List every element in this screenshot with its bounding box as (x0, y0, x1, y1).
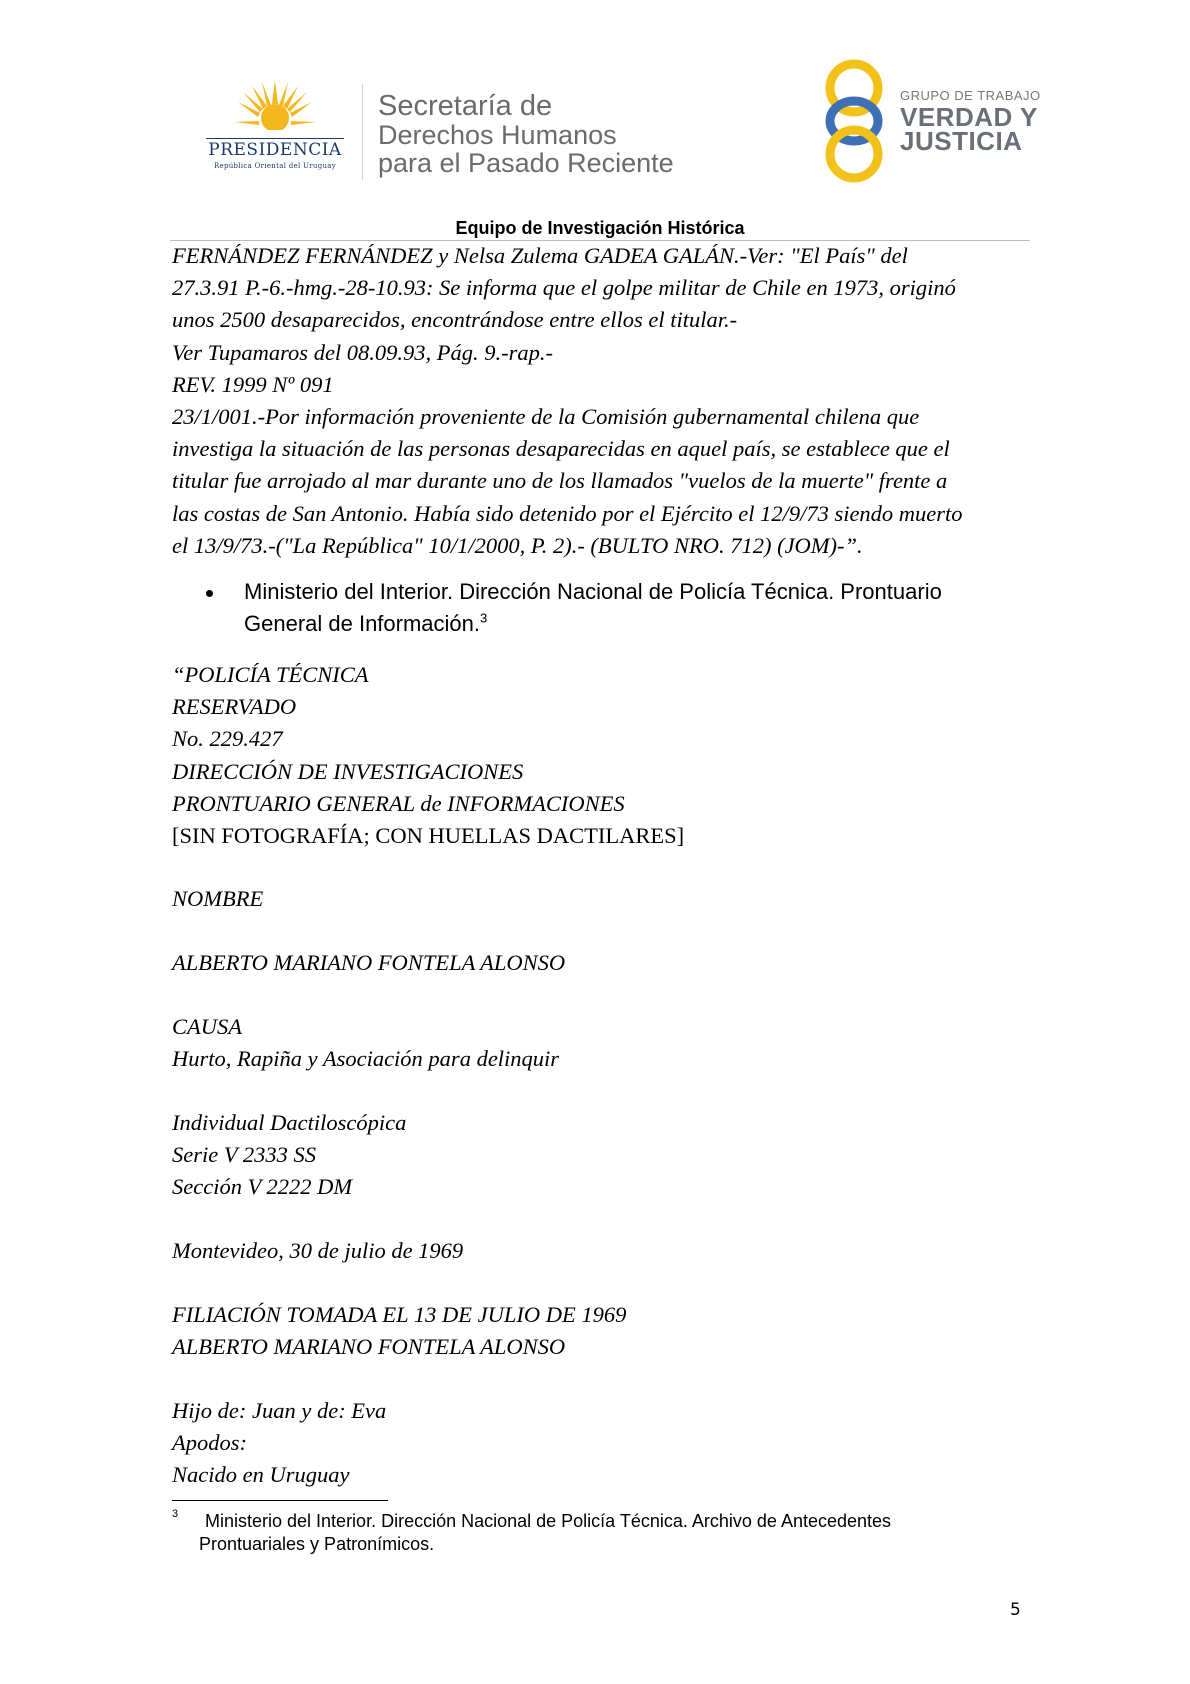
text-line: unos 2500 desaparecidos, encontrándose entre ellos el titular.- (172, 307, 738, 333)
footnote-line-2: Prontuariales y Patronímicos. (199, 1534, 435, 1554)
footnote-reference: 3 (480, 610, 488, 626)
text-line: Nacido en Uruguay (172, 1462, 350, 1488)
presidencia-logo (196, 78, 354, 178)
text-line: RESERVADO (172, 694, 297, 720)
bullet-line-1: Ministerio del Interior. Dirección Nacional de Policía Técnica. Prontuario (244, 579, 942, 604)
text-line: investiga la situación de las personas desaparecidas en aquel país, se establece que el (172, 436, 950, 462)
bullet-icon (206, 590, 213, 597)
text-line: Ver Tupamaros del 08.09.93, Pág. 9.-rap.- (172, 339, 554, 365)
paragraph-1 (172, 240, 1028, 562)
text-line: Individual Dactiloscópica (172, 1110, 407, 1135)
grupo-title-1: VERDAD Y (900, 102, 1038, 132)
footnote-text (199, 1510, 1005, 1556)
filiacion-block (172, 1299, 1028, 1363)
presidencia-rule (206, 138, 344, 139)
text-line: ALBERTO MARIANO FONTELA ALONSO (172, 1334, 566, 1360)
causa-block (172, 1011, 1028, 1075)
text-line: Hijo de: Juan y de: Eva (172, 1398, 387, 1423)
text-line: “POLICÍA TÉCNICA (172, 662, 369, 687)
page-number: 5 (1010, 1600, 1021, 1620)
text-line: 27.3.91 P.-6.-hmg.-28-10.93: Se informa que el golpe militar de Chile en 1973, originó (172, 275, 956, 301)
sun-emblem-icon (234, 78, 316, 140)
text-line: titular fue arrojado al mar durante uno de los llamados "vuelos de la muerte" frente a (172, 468, 948, 494)
text-line: REV. 1999 Nº 091 (172, 371, 334, 397)
presidencia-subtitle: República Oriental del Uruguay (213, 162, 337, 170)
text-line: FILIACIÓN TOMADA EL 13 DE JULIO DE 1969 (172, 1302, 627, 1327)
secretaria-line-3: para el Pasado Reciente (378, 148, 674, 178)
text-line: Serie V 2333 SS (172, 1142, 316, 1168)
secretaria-line-2: Derechos Humanos (378, 120, 617, 150)
text-line: FERNÁNDEZ FERNÁNDEZ y Nelsa Zulema GADEA GALÁN.-Ver: "El País" del (172, 243, 908, 268)
bullet-line-2-text: General de Información. (244, 611, 481, 636)
place-date: Montevideo, 30 de julio de 1969 (172, 1238, 464, 1263)
text-line: el 13/9/73.-("La República" 10/1/2000, P. 2).- (BULTO NRO. 712) (JOM)-”. (172, 532, 863, 558)
datos-block (172, 1395, 1028, 1492)
record-header-block (172, 659, 1028, 852)
individual-block (172, 1107, 1028, 1204)
causa-value: Hurto, Rapiña y Asociación para delinquir (172, 1046, 560, 1072)
text-line: PRONTUARIO GENERAL de INFORMACIONES (172, 790, 625, 816)
header-divider (362, 84, 363, 180)
text-line: las costas de San Antonio. Había sido detenido por el Ejército el 12/9/73 siendo muerto (172, 500, 963, 526)
nombre-label: NOMBRE (172, 886, 264, 911)
text-line: Sección V 2222 DM (172, 1174, 353, 1200)
grupo-label: GRUPO DE TRABAJO (900, 88, 1041, 103)
text-line: Apodos: (172, 1430, 247, 1456)
grupo-title-2: JUSTICIA (900, 126, 1023, 156)
text-line: [SIN FOTOGRAFÍA; CON HUELLAS DACTILARES] (172, 823, 685, 849)
footnote-line-1: Ministerio del Interior. Dirección Nacional de Policía Técnica. Archivo de Antecedentes (205, 1511, 892, 1531)
footnote-rule (172, 1500, 388, 1501)
nombre-value: ALBERTO MARIANO FONTELA ALONSO (172, 950, 566, 975)
footnote-number: 3 (172, 1508, 179, 1520)
team-title: Equipo de Investigación Histórica (455, 218, 745, 238)
bullet-line-2 (244, 608, 1028, 640)
secretaria-logo-text (378, 92, 674, 177)
causa-label: CAUSA (172, 1014, 242, 1039)
presidencia-name: PRESIDENCIA (208, 140, 342, 160)
text-line: No. 229.427 (172, 726, 283, 752)
text-line: DIRECCIÓN DE INVESTIGACIONES (172, 758, 524, 784)
text-line: 23/1/001.-Por información proveniente de la Comisión gubernamental chilena que (172, 404, 920, 430)
secretaria-line-1: Secretaría de (378, 90, 553, 122)
